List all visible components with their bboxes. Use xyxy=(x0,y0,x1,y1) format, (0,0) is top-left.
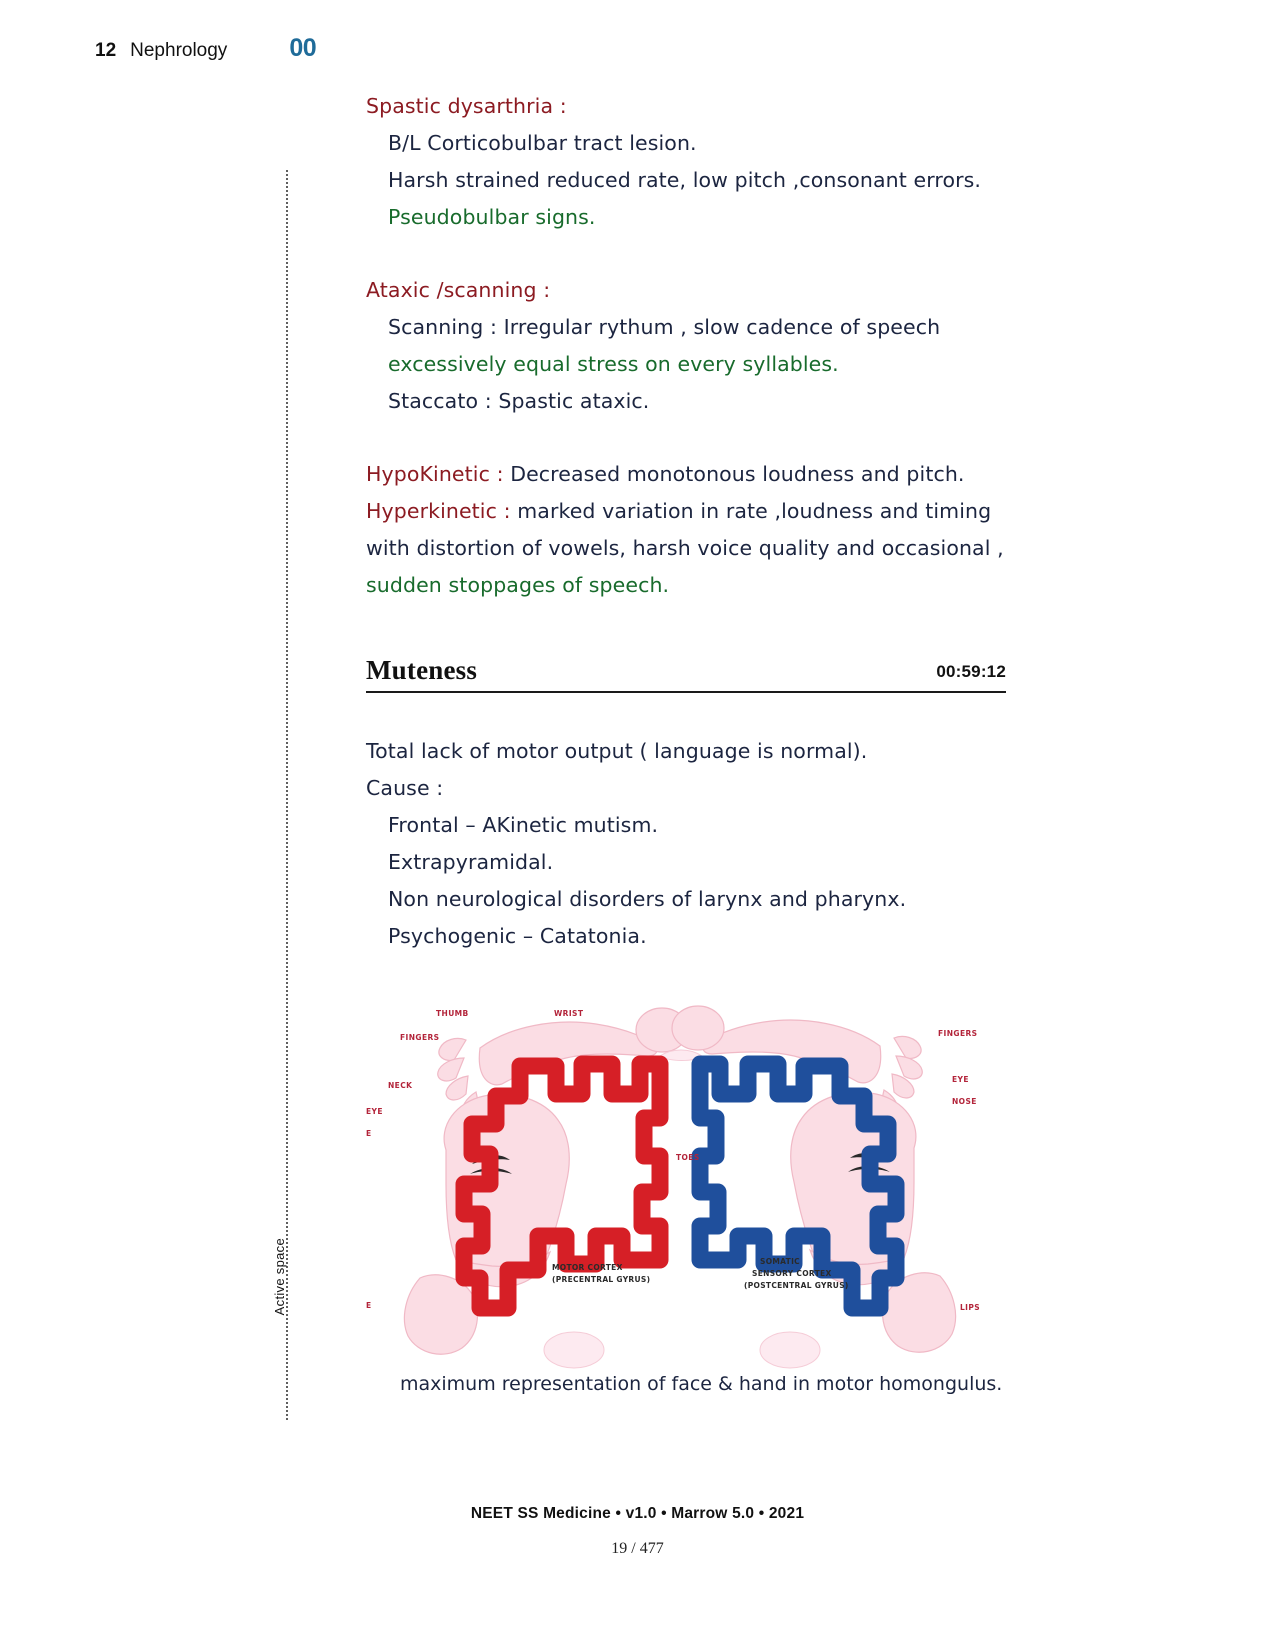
label-e-left: E xyxy=(366,1129,372,1138)
ataxic-scanning-label: Scanning : xyxy=(388,315,504,339)
hyperkinetic-line-3: sudden stoppages of speech. xyxy=(366,573,670,597)
active-space-label: Active space xyxy=(272,1238,287,1316)
label-fingers-left: FINGERS xyxy=(400,1033,440,1042)
label-thumb: THUMB xyxy=(436,1009,469,1018)
muteness-section-header xyxy=(366,657,1006,693)
page-header xyxy=(95,34,316,63)
motor-cortex-label-line2: (PRECENTRAL GYRUS) xyxy=(552,1275,651,1284)
label-nose-right: NOSE xyxy=(952,1097,977,1106)
label-eye-left: EYE xyxy=(366,1107,383,1116)
heading-spastic-dysarthria: Spastic dysarthria : xyxy=(366,94,567,118)
spastic-line-3: Pseudobulbar signs. xyxy=(388,205,596,229)
label-fingers-right: FINGERS xyxy=(938,1029,978,1038)
footer-text: NEET SS Medicine • v1.0 • Marrow 5.0 • 2021 xyxy=(470,1505,805,1522)
ataxic-line-scanning xyxy=(366,309,1006,346)
sensory-cortex-label-line2: SENSORY CORTEX xyxy=(752,1269,832,1278)
motor-homunculus-figure xyxy=(360,978,1000,1378)
label-lips-left: E xyxy=(366,1301,372,1310)
hyperkinetic-label: Hyperkinetic : xyxy=(366,499,518,523)
heading-ataxic-scanning: Ataxic /scanning : xyxy=(366,278,551,302)
figure-caption: maximum representation of face & hand in motor homongulus. xyxy=(400,1373,1003,1395)
label-eye-right: EYE xyxy=(952,1075,969,1084)
hyperkinetic-line-2: with distortion of vowels, harsh voice quality and occasional , xyxy=(366,536,1004,560)
muteness-cause-label: Cause : xyxy=(366,776,444,800)
hypokinetic-label: HypoKinetic : xyxy=(366,462,511,486)
hyperkinetic-text: marked variation in rate ,loudness and timing xyxy=(517,499,992,523)
muteness-notes xyxy=(366,733,1006,955)
section-divider xyxy=(366,691,1006,693)
homunculus-illustration xyxy=(360,978,1000,1378)
label-toes: TOES xyxy=(676,1153,700,1162)
muteness-header-row xyxy=(366,657,1006,684)
sensory-cortex-label-line1: SOMATIC xyxy=(760,1257,800,1266)
spastic-line-1: B/L Corticobulbar tract lesion. xyxy=(388,131,697,155)
label-neck: NECK xyxy=(388,1081,413,1090)
muteness-intro: Total lack of motor output ( language is normal). xyxy=(366,739,868,763)
page-indicator: 19 / 477 xyxy=(611,1540,664,1557)
muteness-cause-1: Frontal – AKinetic mutism. xyxy=(388,813,659,837)
sensory-cortex-label-line3: (POSTCENTRAL GYRUS) xyxy=(744,1281,849,1290)
ataxic-scanning-text: Irregular rythum , slow cadence of speech xyxy=(503,315,941,339)
muteness-title: Muteness xyxy=(366,655,478,685)
spastic-line-2: Harsh strained reduced rate, low pitch ,consonant errors. xyxy=(388,168,982,192)
label-lips-right: LIPS xyxy=(960,1303,981,1312)
muteness-cause-2: Extrapyramidal. xyxy=(388,850,554,874)
muteness-cause-3: Non neurological disorders of larynx and pharynx. xyxy=(388,887,907,911)
label-wrist: WRIST xyxy=(554,1009,584,1018)
spacer xyxy=(366,236,1006,272)
muteness-cause-4: Psychogenic – Catatonia. xyxy=(388,924,647,948)
subject-title: Nephrology xyxy=(130,40,228,61)
muteness-timestamp: 00:59:12 xyxy=(936,662,1006,681)
ataxic-line-excessive: excessively equal stress on every syllables. xyxy=(388,352,839,376)
hypokinetic-line xyxy=(366,456,1006,493)
active-space-divider xyxy=(286,170,289,1420)
chapter-code: 00 xyxy=(289,34,317,62)
handwritten-notes xyxy=(366,88,1006,604)
spacer xyxy=(366,420,1006,456)
hypokinetic-text: Decreased monotonous loudness and pitch. xyxy=(510,462,965,486)
hyperkinetic-line xyxy=(366,493,1006,530)
ataxic-line-staccato: Staccato : Spastic ataxic. xyxy=(388,389,650,413)
motor-cortex-label-line1: MOTOR CORTEX xyxy=(552,1263,623,1272)
chapter-number: 12 xyxy=(95,40,117,61)
